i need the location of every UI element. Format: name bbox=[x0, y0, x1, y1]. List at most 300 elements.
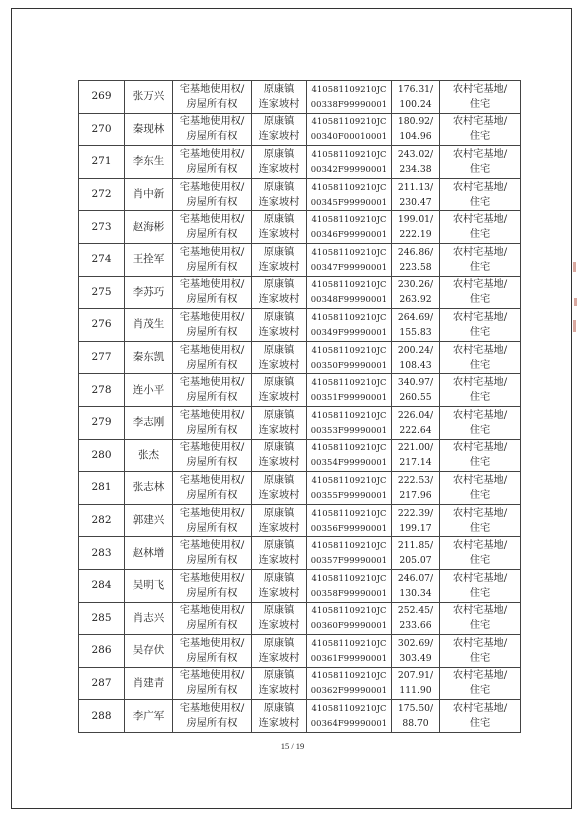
land-use-text: 农村宅基地/ bbox=[452, 605, 508, 617]
area-text: 222.53/ bbox=[397, 474, 434, 486]
location-text: 原康镇 bbox=[263, 214, 295, 226]
owner-name-text: 秦现林 bbox=[132, 122, 165, 135]
table-row bbox=[79, 406, 521, 439]
location-cell bbox=[252, 602, 307, 635]
unit-code-cell bbox=[307, 569, 392, 602]
row-number-text: 271 bbox=[91, 155, 112, 168]
row-number-cell bbox=[79, 309, 125, 342]
right-type-cell bbox=[173, 243, 252, 276]
owner-name-text: 连小平 bbox=[132, 383, 165, 396]
right-type-text: 房屋所有权 bbox=[186, 457, 238, 469]
right-type-text: 房屋所有权 bbox=[186, 163, 238, 175]
area-text: 205.07 bbox=[399, 555, 432, 567]
unit-code-cell bbox=[307, 635, 392, 668]
owner-name-text: 李苏巧 bbox=[132, 285, 165, 298]
unit-code-text: 00340F00010001 bbox=[310, 131, 388, 142]
unit-code-text: 00345F99990001 bbox=[310, 196, 388, 207]
area-text: 217.14 bbox=[399, 457, 432, 469]
location-text: 连家坡村 bbox=[258, 196, 300, 208]
right-type-text: 宅基地使用权/ bbox=[179, 311, 245, 323]
location-text: 连家坡村 bbox=[258, 98, 300, 110]
location-text: 原康镇 bbox=[263, 279, 295, 291]
row-number-text: 275 bbox=[91, 285, 112, 298]
right-type-cell bbox=[173, 113, 252, 146]
right-type-cell bbox=[173, 635, 252, 668]
table-row bbox=[79, 700, 521, 733]
page-number: 15 / 19 bbox=[280, 741, 305, 751]
owner-name-cell bbox=[125, 406, 173, 439]
owner-name-text: 肖茂生 bbox=[132, 318, 165, 331]
owner-name-text: 张万兴 bbox=[132, 90, 165, 103]
area-text: 180.92/ bbox=[397, 116, 434, 128]
land-use-text: 农村宅基地/ bbox=[452, 116, 508, 128]
owner-name-text: 李东生 bbox=[132, 155, 165, 168]
area-text: 211.85/ bbox=[397, 540, 434, 552]
location-text: 原康镇 bbox=[263, 148, 295, 160]
location-cell bbox=[252, 569, 307, 602]
land-use-text: 农村宅基地/ bbox=[452, 670, 508, 682]
unit-code-text: 410581109210JC bbox=[311, 246, 387, 257]
land-use-text: 住宅 bbox=[469, 457, 491, 469]
row-number-text: 274 bbox=[91, 253, 112, 266]
land-use-text: 住宅 bbox=[469, 555, 491, 567]
row-number-cell bbox=[79, 178, 125, 211]
area-text: 340.97/ bbox=[397, 377, 434, 389]
right-type-text: 房屋所有权 bbox=[186, 392, 238, 404]
land-use-text: 住宅 bbox=[469, 392, 491, 404]
area-text: 217.96 bbox=[399, 489, 432, 501]
location-text: 原康镇 bbox=[263, 605, 295, 617]
stamp-mark bbox=[573, 262, 576, 272]
unit-code-text: 00338F99990001 bbox=[310, 98, 388, 109]
unit-code-text: 00347F99990001 bbox=[310, 261, 388, 272]
location-cell bbox=[252, 700, 307, 733]
unit-code-text: 00350F99990001 bbox=[310, 359, 388, 370]
location-text: 连家坡村 bbox=[258, 163, 300, 175]
owner-name-cell bbox=[125, 374, 173, 407]
row-number-cell bbox=[79, 635, 125, 668]
area-text: 130.34 bbox=[399, 587, 432, 599]
row-number-cell bbox=[79, 243, 125, 276]
unit-code-text: 410581109210JC bbox=[311, 214, 387, 225]
unit-code-text: 410581109210JC bbox=[311, 311, 387, 322]
row-number-text: 287 bbox=[91, 676, 112, 689]
row-number-cell bbox=[79, 211, 125, 244]
unit-code-text: 00349F99990001 bbox=[310, 326, 388, 337]
area-cell bbox=[392, 635, 440, 668]
area-text: 252.45/ bbox=[397, 605, 434, 617]
location-text: 原康镇 bbox=[263, 246, 295, 258]
location-text: 原康镇 bbox=[263, 83, 295, 95]
unit-code-cell bbox=[307, 276, 392, 309]
location-text: 原康镇 bbox=[263, 670, 295, 682]
row-number-cell bbox=[79, 569, 125, 602]
location-text: 原康镇 bbox=[263, 637, 295, 649]
area-text: 222.64 bbox=[399, 424, 432, 436]
unit-code-text: 410581109210JC bbox=[311, 116, 387, 127]
land-use-cell bbox=[440, 81, 521, 114]
unit-code-cell bbox=[307, 472, 392, 505]
row-number-cell bbox=[79, 700, 125, 733]
land-use-text: 农村宅基地/ bbox=[452, 703, 508, 715]
unit-code-text: 410581109210JC bbox=[311, 540, 387, 551]
location-cell bbox=[252, 81, 307, 114]
row-number-cell bbox=[79, 667, 125, 700]
row-number-text: 282 bbox=[91, 514, 112, 527]
owner-name-cell bbox=[125, 276, 173, 309]
location-text: 连家坡村 bbox=[258, 326, 300, 338]
unit-code-text: 410581109210JC bbox=[311, 83, 387, 94]
owner-name-text: 肖中新 bbox=[132, 188, 165, 201]
land-use-text: 农村宅基地/ bbox=[452, 572, 508, 584]
land-use-text: 农村宅基地/ bbox=[452, 148, 508, 160]
row-number-text: 284 bbox=[91, 579, 112, 592]
owner-name-cell bbox=[125, 243, 173, 276]
location-text: 连家坡村 bbox=[258, 392, 300, 404]
owner-name-text: 李广军 bbox=[132, 709, 165, 722]
owner-name-text: 郭建兴 bbox=[132, 514, 165, 527]
row-number-cell bbox=[79, 113, 125, 146]
owner-name-text: 肖建青 bbox=[132, 676, 165, 689]
location-text: 原康镇 bbox=[263, 344, 295, 356]
area-cell bbox=[392, 504, 440, 537]
area-text: 222.39/ bbox=[397, 507, 434, 519]
unit-code-cell bbox=[307, 178, 392, 211]
land-use-text: 住宅 bbox=[469, 652, 491, 664]
unit-code-cell bbox=[307, 700, 392, 733]
location-text: 连家坡村 bbox=[258, 489, 300, 501]
right-type-cell bbox=[173, 439, 252, 472]
owner-name-cell bbox=[125, 504, 173, 537]
right-type-cell bbox=[173, 667, 252, 700]
location-text: 原康镇 bbox=[263, 703, 295, 715]
location-cell bbox=[252, 211, 307, 244]
row-number-cell bbox=[79, 602, 125, 635]
area-cell bbox=[392, 602, 440, 635]
unit-code-cell bbox=[307, 113, 392, 146]
area-text: 264.69/ bbox=[397, 311, 434, 323]
unit-code-cell bbox=[307, 341, 392, 374]
owner-name-text: 肖志兴 bbox=[132, 611, 165, 624]
row-number-text: 288 bbox=[91, 709, 112, 722]
right-type-text: 房屋所有权 bbox=[186, 261, 238, 273]
location-text: 原康镇 bbox=[263, 572, 295, 584]
row-number-text: 285 bbox=[91, 611, 112, 624]
table-row bbox=[79, 113, 521, 146]
land-use-text: 住宅 bbox=[469, 718, 491, 730]
location-cell bbox=[252, 374, 307, 407]
area-text: 246.07/ bbox=[397, 572, 434, 584]
row-number-text: 286 bbox=[91, 644, 112, 657]
right-type-text: 房屋所有权 bbox=[186, 620, 238, 632]
owner-name-cell bbox=[125, 472, 173, 505]
land-use-text: 农村宅基地/ bbox=[452, 246, 508, 258]
owner-name-text: 赵林增 bbox=[132, 546, 165, 559]
right-type-text: 宅基地使用权/ bbox=[179, 246, 245, 258]
land-use-text: 农村宅基地/ bbox=[452, 507, 508, 519]
row-number-text: 280 bbox=[91, 448, 112, 461]
table-row bbox=[79, 276, 521, 309]
owner-name-text: 吴存伏 bbox=[132, 644, 165, 657]
unit-code-text: 00346F99990001 bbox=[310, 229, 388, 240]
location-text: 原康镇 bbox=[263, 474, 295, 486]
unit-code-text: 00356F99990001 bbox=[310, 522, 388, 533]
unit-code-text: 00348F99990001 bbox=[310, 294, 388, 305]
row-number-cell bbox=[79, 537, 125, 570]
location-cell bbox=[252, 309, 307, 342]
unit-code-cell bbox=[307, 146, 392, 179]
location-cell bbox=[252, 113, 307, 146]
right-type-text: 宅基地使用权/ bbox=[179, 442, 245, 454]
row-number-text: 283 bbox=[91, 546, 112, 559]
table-row bbox=[79, 439, 521, 472]
location-cell bbox=[252, 472, 307, 505]
table-body bbox=[79, 81, 521, 733]
area-cell bbox=[392, 341, 440, 374]
owner-name-cell bbox=[125, 178, 173, 211]
location-text: 连家坡村 bbox=[258, 424, 300, 436]
land-use-cell bbox=[440, 113, 521, 146]
land-use-text: 农村宅基地/ bbox=[452, 442, 508, 454]
right-type-text: 宅基地使用权/ bbox=[179, 148, 245, 160]
land-use-text: 住宅 bbox=[469, 359, 491, 371]
row-number-cell bbox=[79, 276, 125, 309]
right-type-cell bbox=[173, 341, 252, 374]
location-text: 连家坡村 bbox=[258, 261, 300, 273]
land-use-cell bbox=[440, 504, 521, 537]
location-text: 原康镇 bbox=[263, 377, 295, 389]
land-use-cell bbox=[440, 635, 521, 668]
right-type-cell bbox=[173, 81, 252, 114]
land-use-cell bbox=[440, 374, 521, 407]
table-row bbox=[79, 635, 521, 668]
right-type-text: 房屋所有权 bbox=[186, 652, 238, 664]
owner-name-cell bbox=[125, 81, 173, 114]
right-type-cell bbox=[173, 472, 252, 505]
unit-code-cell bbox=[307, 602, 392, 635]
table-row bbox=[79, 81, 521, 114]
location-cell bbox=[252, 537, 307, 570]
land-use-text: 住宅 bbox=[469, 261, 491, 273]
unit-code-text: 00353F99990001 bbox=[310, 424, 388, 435]
land-use-text: 农村宅基地/ bbox=[452, 540, 508, 552]
area-cell bbox=[392, 81, 440, 114]
area-cell bbox=[392, 113, 440, 146]
land-use-text: 农村宅基地/ bbox=[452, 344, 508, 356]
row-number-cell bbox=[79, 374, 125, 407]
right-type-cell bbox=[173, 537, 252, 570]
area-cell bbox=[392, 700, 440, 733]
unit-code-text: 00354F99990001 bbox=[310, 457, 388, 468]
land-use-text: 住宅 bbox=[469, 489, 491, 501]
area-cell bbox=[392, 276, 440, 309]
owner-name-cell bbox=[125, 211, 173, 244]
land-use-text: 住宅 bbox=[469, 294, 491, 306]
right-type-text: 宅基地使用权/ bbox=[179, 507, 245, 519]
owner-name-cell bbox=[125, 700, 173, 733]
location-text: 连家坡村 bbox=[258, 652, 300, 664]
unit-code-text: 410581109210JC bbox=[311, 670, 387, 681]
right-type-text: 房屋所有权 bbox=[186, 587, 238, 599]
location-cell bbox=[252, 178, 307, 211]
location-cell bbox=[252, 667, 307, 700]
table-row bbox=[79, 374, 521, 407]
land-use-text: 农村宅基地/ bbox=[452, 311, 508, 323]
owner-name-text: 秦东凯 bbox=[132, 351, 165, 364]
location-cell bbox=[252, 146, 307, 179]
unit-code-text: 00360F99990001 bbox=[310, 620, 388, 631]
unit-code-text: 00362F99990001 bbox=[310, 685, 388, 696]
table-row bbox=[79, 472, 521, 505]
unit-code-text: 410581109210JC bbox=[311, 507, 387, 518]
unit-code-cell bbox=[307, 667, 392, 700]
unit-code-cell bbox=[307, 504, 392, 537]
area-text: 100.24 bbox=[399, 98, 432, 110]
row-number-text: 281 bbox=[91, 481, 112, 494]
right-type-text: 房屋所有权 bbox=[186, 294, 238, 306]
owner-name-cell bbox=[125, 113, 173, 146]
area-text: 176.31/ bbox=[397, 83, 434, 95]
owner-name-cell bbox=[125, 146, 173, 179]
right-type-text: 宅基地使用权/ bbox=[179, 344, 245, 356]
land-use-text: 农村宅基地/ bbox=[452, 181, 508, 193]
area-text: 246.86/ bbox=[397, 246, 434, 258]
right-type-text: 宅基地使用权/ bbox=[179, 474, 245, 486]
row-number-text: 278 bbox=[91, 383, 112, 396]
right-type-text: 宅基地使用权/ bbox=[179, 637, 245, 649]
area-text: 303.49 bbox=[399, 652, 432, 664]
area-cell bbox=[392, 211, 440, 244]
unit-code-cell bbox=[307, 406, 392, 439]
area-text: 234.38 bbox=[399, 163, 432, 175]
land-use-cell bbox=[440, 439, 521, 472]
owner-name-cell bbox=[125, 341, 173, 374]
owner-name-cell bbox=[125, 635, 173, 668]
stamp-mark bbox=[574, 298, 577, 306]
location-text: 原康镇 bbox=[263, 507, 295, 519]
right-type-text: 房屋所有权 bbox=[186, 131, 238, 143]
location-text: 原康镇 bbox=[263, 540, 295, 552]
right-type-text: 房屋所有权 bbox=[186, 522, 238, 534]
land-use-cell bbox=[440, 341, 521, 374]
area-text: 200.24/ bbox=[397, 344, 434, 356]
area-text: 199.17 bbox=[399, 522, 432, 534]
location-text: 连家坡村 bbox=[258, 555, 300, 567]
land-use-text: 住宅 bbox=[469, 685, 491, 697]
area-cell bbox=[392, 178, 440, 211]
right-type-text: 房屋所有权 bbox=[186, 685, 238, 697]
area-cell bbox=[392, 537, 440, 570]
unit-code-text: 410581109210JC bbox=[311, 344, 387, 355]
area-text: 243.02/ bbox=[397, 148, 434, 160]
location-text: 原康镇 bbox=[263, 181, 295, 193]
area-text: 211.13/ bbox=[397, 181, 434, 193]
unit-code-text: 00351F99990001 bbox=[310, 392, 388, 403]
area-text: 223.58 bbox=[399, 261, 432, 273]
row-number-text: 270 bbox=[91, 122, 112, 135]
area-text: 108.43 bbox=[399, 359, 432, 371]
row-number-text: 272 bbox=[91, 188, 112, 201]
unit-code-text: 410581109210JC bbox=[311, 637, 387, 648]
unit-code-text: 410581109210JC bbox=[311, 703, 387, 714]
owner-name-cell bbox=[125, 537, 173, 570]
land-use-text: 农村宅基地/ bbox=[452, 637, 508, 649]
land-use-text: 住宅 bbox=[469, 522, 491, 534]
unit-code-text: 410581109210JC bbox=[311, 279, 387, 290]
area-text: 207.91/ bbox=[397, 670, 434, 682]
right-type-text: 宅基地使用权/ bbox=[179, 116, 245, 128]
table-row bbox=[79, 667, 521, 700]
table-row bbox=[79, 309, 521, 342]
unit-code-cell bbox=[307, 81, 392, 114]
land-use-cell bbox=[440, 146, 521, 179]
land-use-cell bbox=[440, 667, 521, 700]
stamp-mark bbox=[573, 320, 576, 332]
right-type-text: 宅基地使用权/ bbox=[179, 377, 245, 389]
row-number-cell bbox=[79, 341, 125, 374]
right-type-text: 宅基地使用权/ bbox=[179, 540, 245, 552]
unit-code-text: 00342F99990001 bbox=[310, 163, 388, 174]
right-type-text: 房屋所有权 bbox=[186, 555, 238, 567]
location-text: 连家坡村 bbox=[258, 685, 300, 697]
land-use-cell bbox=[440, 309, 521, 342]
table-row bbox=[79, 243, 521, 276]
land-use-text: 住宅 bbox=[469, 196, 491, 208]
row-number-cell bbox=[79, 472, 125, 505]
right-type-text: 房屋所有权 bbox=[186, 718, 238, 730]
owner-name-cell bbox=[125, 569, 173, 602]
location-cell bbox=[252, 439, 307, 472]
location-text: 连家坡村 bbox=[258, 131, 300, 143]
owner-name-cell bbox=[125, 602, 173, 635]
land-use-cell bbox=[440, 569, 521, 602]
land-use-text: 农村宅基地/ bbox=[452, 279, 508, 291]
right-type-text: 房屋所有权 bbox=[186, 326, 238, 338]
land-use-cell bbox=[440, 700, 521, 733]
unit-code-text: 410581109210JC bbox=[311, 572, 387, 583]
area-cell bbox=[392, 667, 440, 700]
area-cell bbox=[392, 243, 440, 276]
unit-code-text: 00361F99990001 bbox=[310, 652, 388, 663]
location-cell bbox=[252, 406, 307, 439]
row-number-text: 277 bbox=[91, 351, 112, 364]
right-type-text: 房屋所有权 bbox=[186, 424, 238, 436]
table-row bbox=[79, 602, 521, 635]
land-use-text: 住宅 bbox=[469, 620, 491, 632]
table-row bbox=[79, 178, 521, 211]
area-text: 104.96 bbox=[399, 131, 432, 143]
area-text: 199.01/ bbox=[397, 214, 434, 226]
right-type-cell bbox=[173, 374, 252, 407]
unit-code-text: 410581109210JC bbox=[311, 181, 387, 192]
area-text: 260.55 bbox=[399, 392, 432, 404]
land-use-cell bbox=[440, 211, 521, 244]
unit-code-text: 410581109210JC bbox=[311, 148, 387, 159]
right-type-text: 宅基地使用权/ bbox=[179, 670, 245, 682]
location-text: 连家坡村 bbox=[258, 359, 300, 371]
right-type-text: 宅基地使用权/ bbox=[179, 279, 245, 291]
area-text: 155.83 bbox=[399, 326, 432, 338]
row-number-text: 276 bbox=[91, 318, 112, 331]
unit-code-cell bbox=[307, 211, 392, 244]
land-use-text: 农村宅基地/ bbox=[452, 474, 508, 486]
owner-name-cell bbox=[125, 667, 173, 700]
area-cell bbox=[392, 472, 440, 505]
area-cell bbox=[392, 569, 440, 602]
right-type-cell bbox=[173, 602, 252, 635]
row-number-cell bbox=[79, 406, 125, 439]
right-type-cell bbox=[173, 309, 252, 342]
